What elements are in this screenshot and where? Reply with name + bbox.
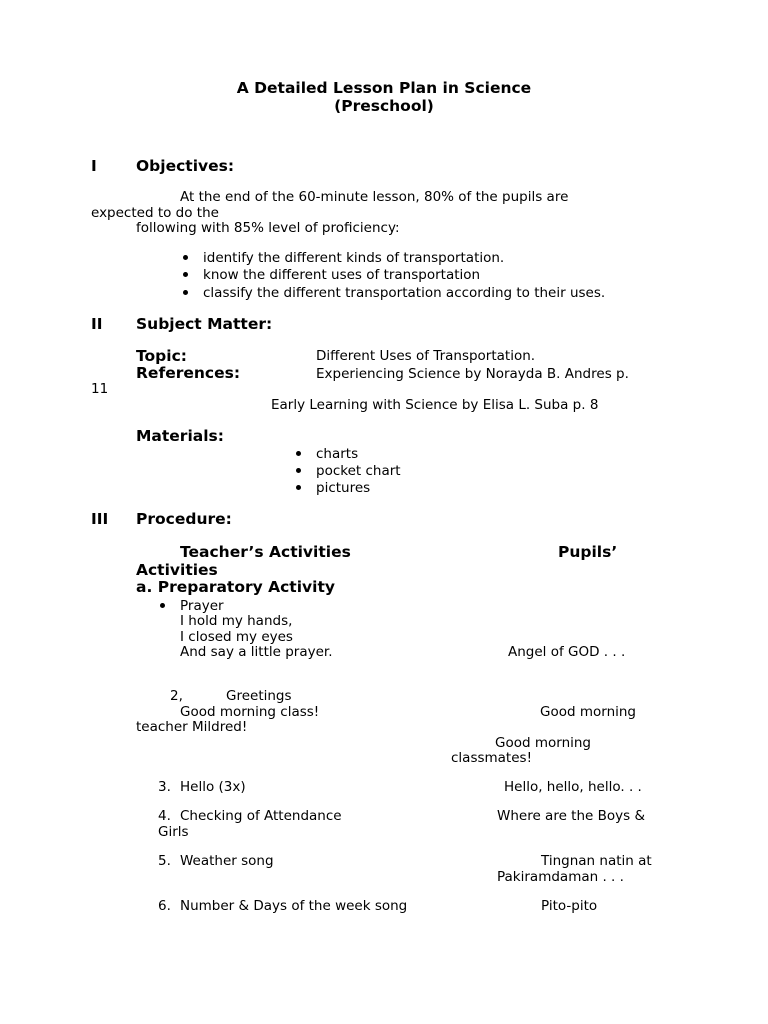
reference-2: Early Learning with Science by Elisa L. Suba p. 8 [271, 397, 599, 413]
bullet-icon [160, 603, 165, 608]
bullet-icon [183, 272, 188, 277]
objectives-intro-line3: following with 85% level of proficiency: [136, 220, 400, 236]
greetings-response-b: Good morning [495, 735, 591, 751]
step-response: Pito-pito [541, 898, 598, 914]
bullet-icon [183, 255, 188, 260]
bullet-icon [296, 485, 301, 490]
document-title: A Detailed Lesson Plan in Science [236, 79, 532, 97]
bullet-icon [183, 290, 188, 295]
step-response: Where are the Boys & [497, 808, 645, 824]
prayer-line: I hold my hands, [180, 613, 293, 629]
material-item: pictures [316, 480, 371, 496]
material-item: charts [316, 446, 359, 462]
topic-value: Different Uses of Transportation. [316, 348, 536, 364]
step-response-wrap: Girls [158, 824, 189, 840]
step-label: Hello (3x) [180, 779, 246, 795]
reference-1-page: 11 [91, 381, 109, 397]
document-subtitle: (Preschool) [334, 97, 434, 115]
greetings-response-b-wrap: classmates! [451, 750, 532, 766]
topic-label: Topic: [136, 347, 187, 365]
prayer-line: I closed my eyes [180, 629, 293, 645]
objective-item: identify the different kinds of transportation. [203, 250, 505, 266]
bullet-icon [296, 451, 301, 456]
greetings-number: 2, [170, 688, 183, 704]
step-number: 4. [158, 808, 171, 824]
section-numeral-objectives: I [91, 157, 97, 175]
section-numeral-procedure: III [91, 510, 109, 528]
teacher-activities-header: Teacher’s Activities [180, 543, 351, 561]
subject-matter-heading: Subject Matter: [136, 315, 273, 333]
preparatory-activity-heading: a. Preparatory Activity [136, 578, 335, 596]
pupils-activities-header: Pupils’ [558, 543, 618, 561]
section-numeral-subject: II [91, 315, 103, 333]
step-number: 5. [158, 853, 171, 869]
objectives-heading: Objectives: [136, 157, 235, 175]
greetings-response-a: Good morning [540, 704, 636, 720]
reference-1: Experiencing Science by Norayda B. Andres p. [316, 366, 629, 382]
step-response: Tingnan natin at [541, 853, 652, 869]
materials-label: Materials: [136, 427, 224, 445]
material-item: pocket chart [316, 463, 401, 479]
objective-item: know the different uses of transportation [203, 267, 481, 283]
prayer-response: Angel of GOD . . . [508, 644, 626, 660]
objectives-intro-line1: At the end of the 60-minute lesson, 80% of the pupils are [180, 189, 569, 205]
step-response-wrap: Pakiramdaman . . . [497, 869, 624, 885]
step-number: 6. [158, 898, 171, 914]
objectives-intro-line2: expected to do the [91, 205, 219, 221]
activities-header-wrap: Activities [136, 561, 218, 579]
bullet-icon [296, 468, 301, 473]
greetings-teacher: Good morning class! [180, 704, 320, 720]
step-label: Checking of Attendance [180, 808, 342, 824]
references-label: References: [136, 364, 241, 382]
step-label: Number & Days of the week song [180, 898, 408, 914]
prayer-label: Prayer [180, 598, 224, 614]
greetings-response-a-wrap: teacher Mildred! [136, 719, 248, 735]
objective-item: classify the different transportation according to their uses. [203, 285, 606, 301]
step-number: 3. [158, 779, 171, 795]
greetings-label: Greetings [226, 688, 292, 704]
procedure-heading: Procedure: [136, 510, 232, 528]
step-label: Weather song [180, 853, 274, 869]
step-response: Hello, hello, hello. . . [504, 779, 642, 795]
prayer-line: And say a little prayer. [180, 644, 333, 660]
